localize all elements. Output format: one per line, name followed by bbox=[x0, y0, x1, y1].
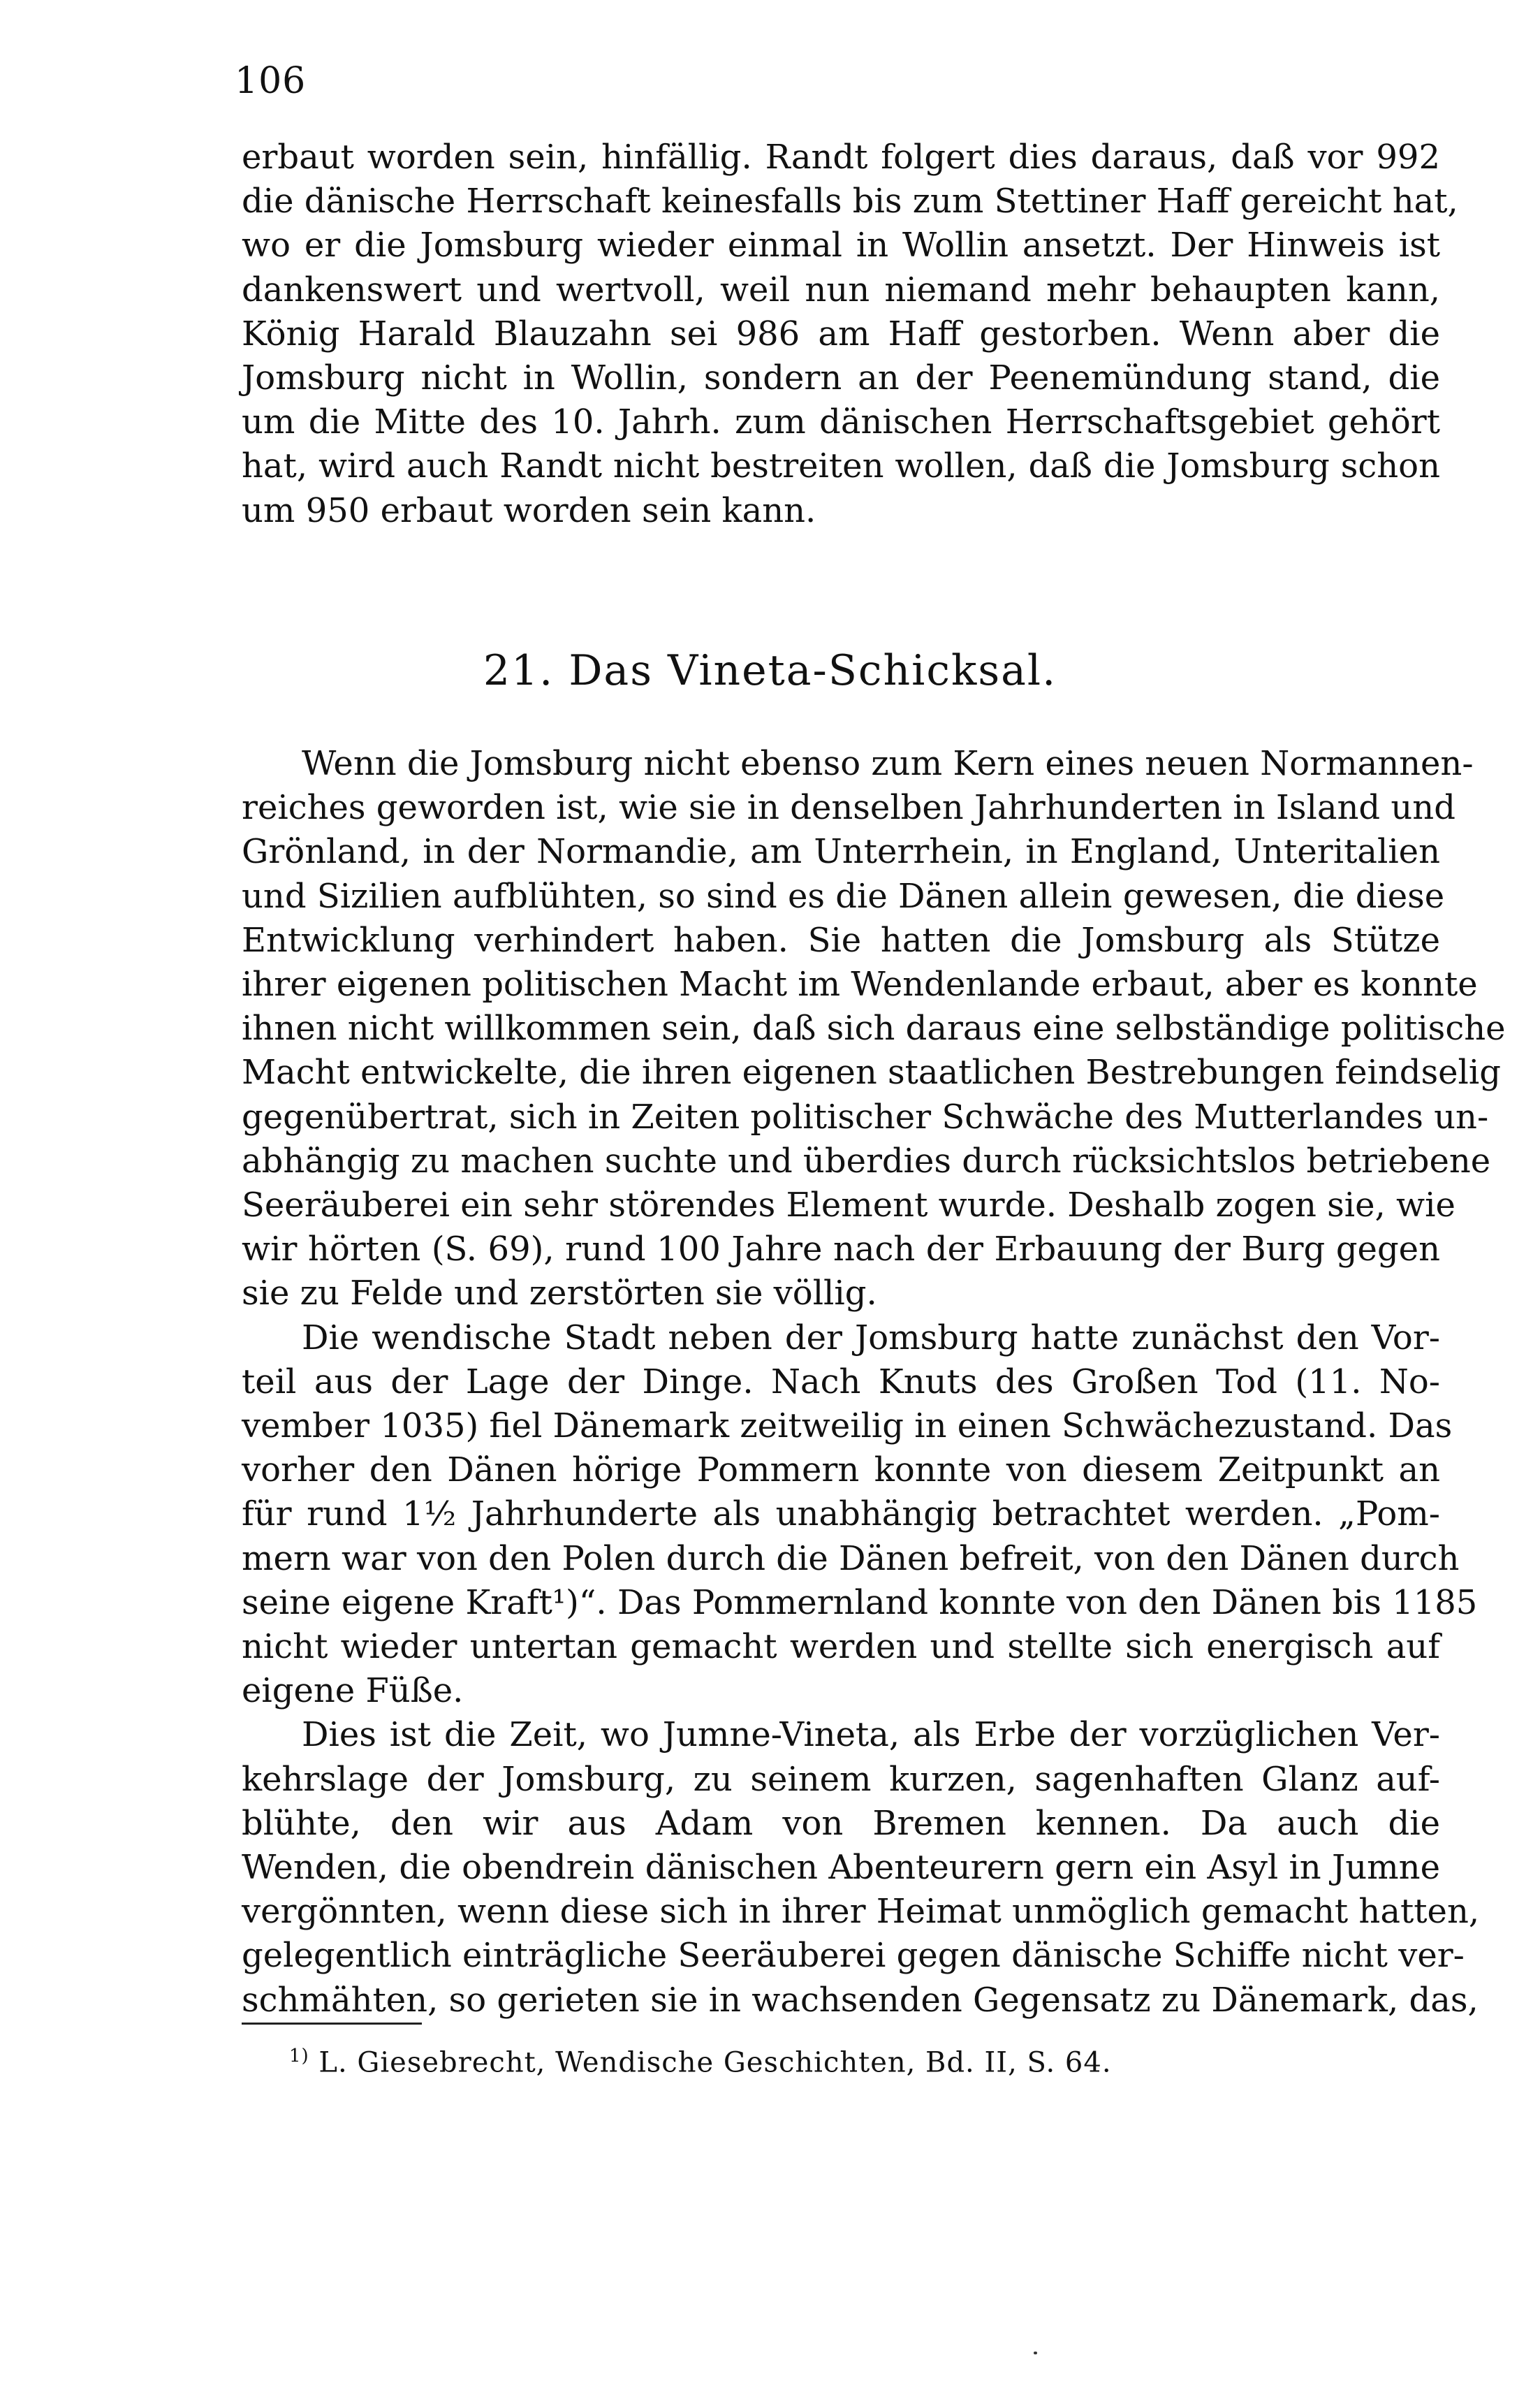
paragraph-3-line: eigene Füße. bbox=[242, 1671, 464, 1711]
paragraph-2-line: gegenübertrat, sich in Zeiten politischer Schwäche des Mutterlandes un- bbox=[242, 1097, 1489, 1137]
paragraph-4-line: Wenden, die obendrein dänischen Abenteurern gern ein Asyl in Jumne bbox=[242, 1848, 1440, 1888]
footnote-marker: 1) bbox=[289, 2046, 309, 2067]
paragraph-2-line: ihnen nicht willkommen sein, daß sich daraus eine selbständige politische bbox=[242, 1009, 1506, 1049]
paragraph-4-line: schmähten, so gerieten sie in wachsenden Gegensatz zu Dänemark, das, bbox=[242, 1980, 1479, 2020]
paragraph-2-line: Wenn die Jomsburg nicht ebenso zum Kern eines neuen Normannen- bbox=[302, 744, 1474, 783]
paragraph-1 bbox=[242, 136, 1458, 533]
paragraph-4-line: blühte, den wir aus Adam von Bremen kennen. Da auch die bbox=[242, 1803, 1440, 1843]
paragraph-1-line: die dänische Herrschaft keinesfalls bis zum Stettiner Haff gereicht hat, bbox=[242, 182, 1458, 221]
print-speck bbox=[1034, 2352, 1037, 2354]
paragraph-2-line: Macht entwickelte, die ihren eigenen staatlichen Bestrebungen feindselig bbox=[242, 1053, 1501, 1093]
paragraph-1-line: wo er die Jomsburg wieder einmal in Wollin ansetzt. Der Hinweis ist bbox=[242, 226, 1440, 265]
paragraph-3-line: nicht wieder untertan gemacht werden und stellte sich energisch auf bbox=[242, 1627, 1440, 1667]
paragraph-3-line: Die wendische Stadt neben der Jomsburg hatte zunächst den Vor- bbox=[302, 1318, 1440, 1357]
paragraph-3-line: vorher den Dänen hörige Pommern konnte von diesem Zeitpunkt an bbox=[242, 1450, 1440, 1490]
footnote bbox=[289, 2039, 1112, 2080]
paragraph-2-line: Seeräuberei ein sehr störendes Element wurde. Deshalb zogen sie, wie bbox=[242, 1186, 1455, 1225]
paragraph-4-line: gelegentlich einträgliche Seeräuberei gegen dänische Schiffe nicht ver- bbox=[242, 1936, 1465, 1976]
section-body bbox=[242, 742, 1506, 2023]
paragraph-1-line: Jomsburg nicht in Wollin, sondern an der Peenemündung stand, die bbox=[242, 358, 1440, 398]
page-number: 106 bbox=[235, 60, 307, 102]
paragraph-3-line: mern war von den Polen durch die Dänen befreit, von den Dänen durch bbox=[242, 1538, 1460, 1578]
paragraph-3-line: teil aus der Lage der Dinge. Nach Knuts des Großen Tod (11. No- bbox=[242, 1362, 1440, 1401]
paragraph-1-line: um 950 erbaut worden sein kann. bbox=[242, 490, 816, 530]
paragraph-3-line: vember 1035) fiel Dänemark zeitweilig in einen Schwächezustand. Das bbox=[242, 1406, 1453, 1446]
paragraph-2-line: und Sizilien aufblühten, so sind es die Dänen allein gewesen, die diese bbox=[242, 876, 1445, 916]
paragraph-2-line: Entwicklung verhindert haben. Sie hatten die Jomsburg als Stütze bbox=[242, 920, 1440, 960]
section-heading: 21. Das Vineta-Schicksal. bbox=[483, 646, 1057, 695]
paragraph-1-line: dankenswert und wertvoll, weil nun niemand mehr behaupten kann, bbox=[242, 270, 1440, 309]
paragraph-3-line: für rund 1½ Jahrhunderte als unabhängig betrachtet werden. „Pom- bbox=[242, 1494, 1440, 1534]
paragraph-4-line: Dies ist die Zeit, wo Jumne-Vineta, als Erbe der vorzüglichen Ver- bbox=[302, 1715, 1440, 1755]
paragraph-1-line: um die Mitte des 10. Jahrh. zum dänischen Herrschaftsgebiet gehört bbox=[242, 402, 1440, 442]
paragraph-1-line: erbaut worden sein, hinfällig. Randt folgert dies daraus, daß vor 992 bbox=[242, 138, 1440, 177]
paragraph-4 bbox=[242, 1713, 1480, 2022]
paragraph-1-line: hat, wird auch Randt nicht bestreiten wollen, daß die Jomsburg schon bbox=[242, 446, 1440, 486]
paragraph-4-line: kehrslage der Jomsburg, zu seinem kurzen, sagenhaften Glanz auf- bbox=[242, 1759, 1440, 1799]
paragraph-4-line: vergönnten, wenn diese sich in ihrer Heimat unmöglich gemacht hatten, bbox=[242, 1892, 1480, 1932]
footnote-divider bbox=[242, 2023, 422, 2025]
paragraph-1-line: König Harald Blauzahn sei 986 am Haff gestorben. Wenn aber die bbox=[242, 314, 1440, 354]
paragraph-2 bbox=[242, 742, 1506, 1316]
paragraph-2-line: ihrer eigenen politischen Macht im Wendenlande erbaut, aber es konnte bbox=[242, 965, 1478, 1005]
paragraph-3-line: seine eigene Kraft¹)“. Das Pommernland konnte von den Dänen bis 1185 bbox=[242, 1582, 1478, 1622]
paragraph-2-line: abhängig zu machen suchte und überdies durch rücksichtslos betriebene bbox=[242, 1141, 1491, 1181]
paragraph-2-line: wir hörten (S. 69), rund 100 Jahre nach der Erbauung der Burg gegen bbox=[242, 1230, 1440, 1269]
paragraph-3 bbox=[242, 1316, 1478, 1714]
footnote-text: L. Giesebrecht, Wendische Geschichten, Bd. II, S. 64. bbox=[318, 2046, 1112, 2079]
paragraph-2-line: Grönland, in der Normandie, am Unterrhein, in England, Unteritalien bbox=[242, 832, 1440, 872]
paragraph-2-line: reiches geworden ist, wie sie in denselben Jahrhunderten in Island und bbox=[242, 788, 1455, 828]
paragraph-2-line: sie zu Felde und zerstörten sie völlig. bbox=[242, 1274, 877, 1313]
